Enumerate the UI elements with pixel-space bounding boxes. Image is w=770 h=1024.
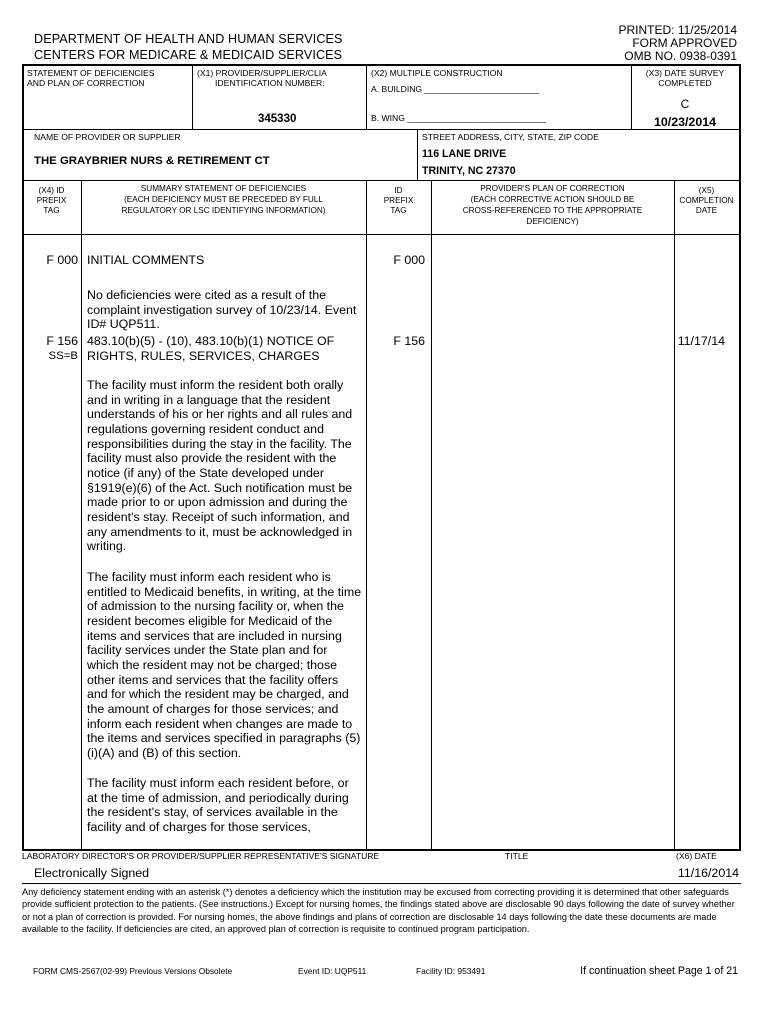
x1-provider-number: 345330 [258, 113, 297, 125]
provider-name: THE GRAYBRIER NURS & RETIREMENT CT [34, 155, 270, 167]
id-header-3: TAG [390, 206, 407, 215]
summary-header-1: SUMMARY STATEMENT OF DEFICIENCIES [140, 184, 307, 193]
centers-title: CENTERS FOR MEDICARE & MEDICAID SERVICES [34, 48, 343, 62]
address-line-1: 116 LANE DRIVE [422, 148, 507, 160]
entry-2-paragraph-1: The facility must inform the resident both orally and in writing in a language that the resident understands of his or her rights and all rules and regulations governing resident conduct and responsibilities during the stay in the facility. The facility must also provide the resident with the notice (if any) of the State developed under §1919(e)(6) of the Act. Such notification must be made prior to or upon admission and during the resident's stay. Receipt of such information, and any amendments to it, must be acknowledged in writing. [87, 378, 353, 554]
wing-label: B. WING _____________________________ [371, 113, 546, 123]
entry-1-prefix: F 000 [46, 253, 78, 267]
rule-info-2 [22, 180, 741, 181]
rule-right [739, 64, 741, 849]
rule-col-4 [674, 180, 675, 849]
entry-2-paragraph-3: The facility must inform each resident before, or at the time of admission, and periodically during the resident's stay, of services available in the facility and of charges for those services, [87, 776, 349, 834]
id-header-2: PREFIX [383, 196, 414, 205]
entry-2-completion-date: 11/17/14 [677, 334, 725, 348]
rule-info-v2 [366, 64, 367, 129]
rule-col-2 [366, 180, 367, 849]
id-header-1: ID [394, 186, 403, 195]
x4-header-3: TAG [43, 206, 60, 215]
provider-label: NAME OF PROVIDER OR SUPPLIER [34, 132, 181, 142]
rule-signature [22, 883, 741, 884]
x3-label-2: COMPLETED [658, 78, 712, 88]
signature-label: LABORATORY DIRECTOR'S OR PROVIDER/SUPPLIER REPRESENTATIVE'S SIGNATURE [22, 851, 380, 861]
x1-label-1: (X1) PROVIDER/SUPPLIER/CLIA [197, 68, 327, 78]
facility-id: Facility ID: 953491 [416, 966, 486, 976]
continuation-page: If continuation sheet Page 1 of 21 [580, 965, 738, 977]
x5-header-3: DATE [695, 206, 718, 215]
plan-header-3: CROSS-REFERENCED TO THE APPROPRIATE [462, 206, 643, 215]
entry-1-text: No deficiencies were cited as a result of the complaint investigation survey of 10/23/14. Event ID# UQP511. [87, 288, 357, 332]
x5-header-2: COMPLETION [679, 196, 734, 205]
address-line-2: TRINITY, NC 27370 [422, 165, 516, 177]
plan-header-1: PROVIDER'S PLAN OF CORRECTION [480, 184, 625, 193]
entry-2-tag: F 156 [393, 334, 425, 348]
plan-header-2: (EACH CORRECTIVE ACTION SHOULD BE [470, 195, 635, 204]
rule-left [22, 64, 24, 849]
plan-header-4: DEFICIENCY) [526, 217, 579, 226]
disclaimer: Any deficiency statement ending with an asterisk (*) denotes a deficiency which the institution may be excused from correcting providing it is determined that other safeguards provide sufficient protection to the patients. (See instructions.) Except for nursing homes, the findings stated above are disclosable 90 days following the date of survey whether or not a plan of correction is provided. For nursing homes, the above findings and plans of correction are disclosable 14 days following the date these documents are made available to the facility. If deficiencies are cited, an approved plan of correction is requisite to continued program participation. [22, 887, 735, 935]
title-label: TITLE [505, 851, 529, 861]
department-title: DEPARTMENT OF HEALTH AND HUMAN SERVICES [34, 32, 343, 46]
building-label: A. BUILDING ________________________ [371, 84, 540, 94]
x4-header-2: PREFIX [36, 196, 67, 205]
rule-info-1 [22, 129, 741, 130]
x4-header-1: (X4) ID [38, 186, 65, 195]
entry-1-title: INITIAL COMMENTS [87, 253, 205, 267]
entry-2-prefix: F 156 [46, 334, 78, 348]
x2-label: (X2) MULTIPLE CONSTRUCTION [371, 68, 503, 78]
address-label: STREET ADDRESS, CITY, STATE, ZIP CODE [422, 132, 599, 142]
summary-header-2: (EACH DEFICIENCY MUST BE PRECEDED BY FULL [124, 195, 323, 204]
entry-2-paragraph-2: The facility must inform each resident who is entitled to Medicaid benefits, in writing, at the time of admission to the nursing facility or, when the resident becomes eligible for Medicaid of the items and services that are included in nursing facility services under the State plan and for which the resident may not be charged; those other items and services that the facility offers and for which the resident may be charged, and the amount of charges for those services; and inform each resident when changes are made to the items and services specified in paragraphs (5) (i)(A) and (B) of this section. [87, 570, 362, 760]
rule-address-v [417, 129, 418, 180]
x3-survey-code: C [680, 97, 690, 111]
rule-col-3 [431, 180, 432, 849]
x5-header-1: (X5) [698, 186, 715, 195]
form-id: FORM CMS-2567(02-99) Previous Versions Obsolete [33, 966, 233, 976]
statement-label-2: AND PLAN OF CORRECTION [27, 78, 145, 88]
entry-2-title: 483.10(b)(5) - (10), 483.10(b)(1) NOTICE OF RIGHTS, RULES, SERVICES, CHARGES [87, 334, 335, 363]
x6-date-label: (X6) DATE [676, 851, 717, 861]
signature-date: 11/16/2014 [677, 866, 739, 880]
signature-value: Electronically Signed [34, 866, 150, 880]
printed-date: PRINTED: 11/25/2014 [618, 23, 737, 37]
form-approved: FORM APPROVED [632, 36, 737, 50]
event-id: Event ID: UQP511 [298, 966, 367, 976]
rule-top [22, 64, 741, 66]
rule-info-v1 [192, 64, 193, 129]
rule-col-1 [81, 180, 82, 849]
summary-header-3: REGULATORY OR LSC IDENTIFYING INFORMATION) [121, 206, 326, 215]
statement-label-1: STATEMENT OF DEFICIENCIES [27, 68, 155, 78]
entry-1-tag: F 000 [393, 253, 425, 267]
x3-survey-date: 10/23/2014 [653, 115, 716, 129]
rule-col-header [22, 234, 741, 235]
x3-label-1: (X3) DATE SURVEY [645, 68, 725, 78]
omb-number: OMB NO. 0938-0391 [624, 49, 737, 63]
x1-label-2: IDENTIFICATION NUMBER: [215, 78, 325, 88]
entry-2-scope: SS=B [48, 350, 78, 362]
